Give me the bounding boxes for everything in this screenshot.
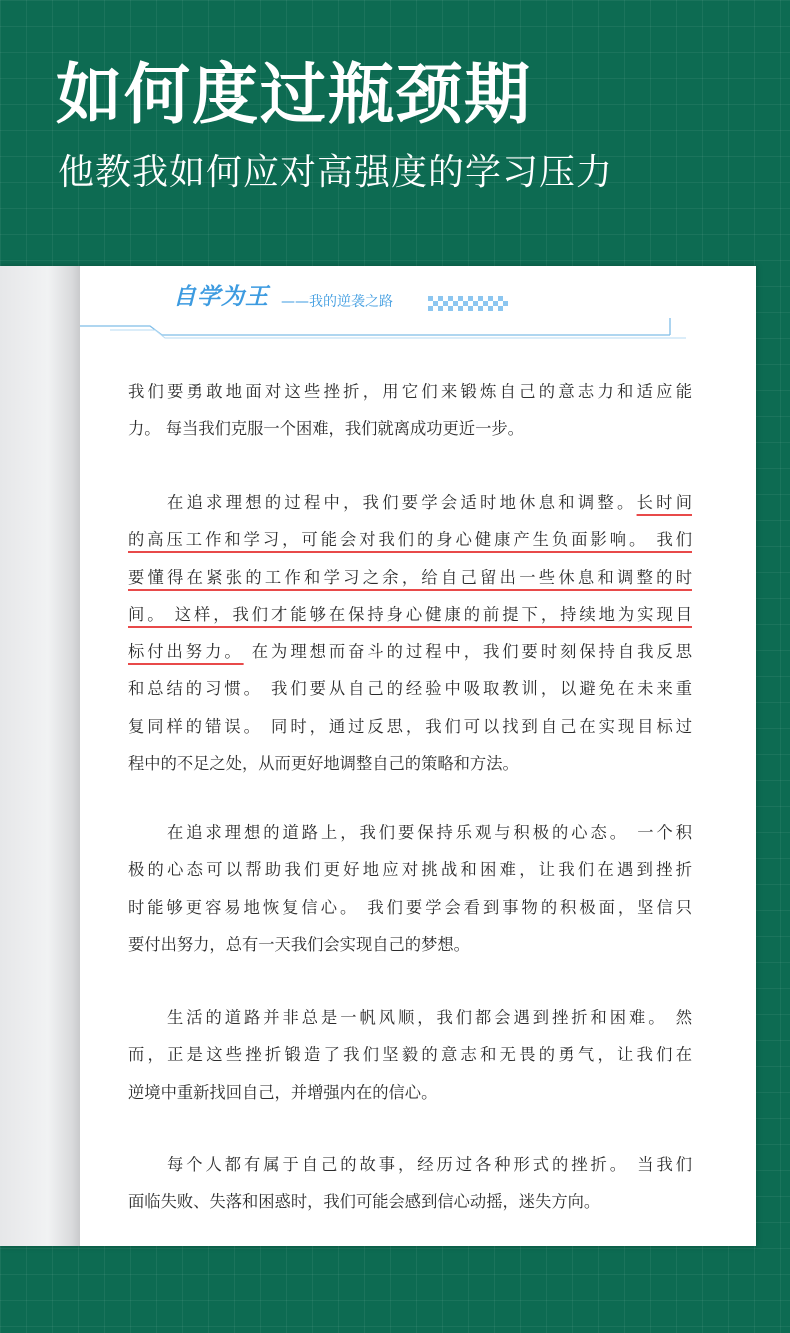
paragraph-text: 在为理想而奋斗的过程中，我们要时刻保持自我反思 (243, 642, 692, 662)
page-header-logo: 自学为王 (173, 284, 269, 310)
paragraph-line: 逆境中重新找回自己，并增强内在的信心。 (128, 1082, 438, 1102)
paragraph-line: 的高压工作和学习，可能会对我们的身心健康产生负面影响。 我们 (128, 530, 692, 550)
paragraph-line (128, 633, 692, 670)
paragraph-2 (128, 484, 692, 782)
paragraph-line: 我们要勇敢地面对这些挫折，用它们来锻炼自己的意志力和适应能 (128, 382, 692, 401)
underlined-text: 长时间 (636, 493, 692, 512)
paragraph-line: 时能够更容易地恢复信心。 我们要学会看到事物的积极面，坚信只 (128, 897, 692, 917)
paragraph-5 (128, 1146, 692, 1221)
paragraph-line: 要懂得在紧张的工作和学习之余，给自己留出一些休息和调整的时 (128, 567, 692, 587)
paragraph-line: 而，正是这些挫折锻造了我们坚毅的意志和无畏的勇气，让我们在 (128, 1045, 692, 1065)
paragraph-line: 程中的不足之处，从而更好地调整自己的策略和方法。 (128, 754, 519, 774)
paragraph-line: 面临失败、失落和困惑时，我们可能会感到信心动摇，迷失方向。 (128, 1192, 601, 1212)
paragraph-1 (128, 373, 692, 448)
paragraph-line: 每个人都有属于自己的故事，经历过各种形式的挫折。 当我们 (167, 1155, 692, 1174)
paragraph-line: 复同样的错误。 同时，通过反思，我们可以找到自己在实现目标过 (128, 716, 692, 736)
paragraph-line: 极的心态可以帮助我们更好地应对挑战和困难，让我们在遇到挫折 (128, 860, 692, 880)
paragraph-line: 和总结的习惯。 我们要从自己的经验中吸取教训，以避免在未来重 (128, 679, 692, 699)
paragraph-line: 生活的道路并非总是一帆风顺，我们都会遇到挫折和困难。 然 (167, 1008, 692, 1027)
paragraph-line: 力。 每当我们克服一个困难，我们就离成功更近一步。 (128, 419, 524, 439)
page-header-tagline: ——我的逆袭之路 (281, 294, 393, 310)
paragraph-line: 在追求理想的道路上，我们要保持乐观与积极的心态。 一个积 (167, 823, 692, 842)
paragraph-line: 间。 这样，我们才能够在保持身心健康的前提下，持续地为实现目 (128, 604, 692, 624)
paragraph-line (128, 484, 692, 521)
underlined-text: 标付出努力。 (128, 642, 244, 662)
page-subtitle: 他教我如何应对高强度的学习压力 (58, 152, 614, 193)
page-title: 如何度过瓶颈期 (56, 56, 532, 133)
paragraph-text: 在追求理想的过程中，我们要学会适时地休息和调整。 (167, 493, 637, 512)
paragraph-3 (128, 814, 692, 963)
page-gutter (0, 266, 80, 1246)
paragraph-4 (128, 999, 692, 1111)
paragraph-line: 要付出努力，总有一天我们会实现自己的梦想。 (128, 934, 470, 954)
